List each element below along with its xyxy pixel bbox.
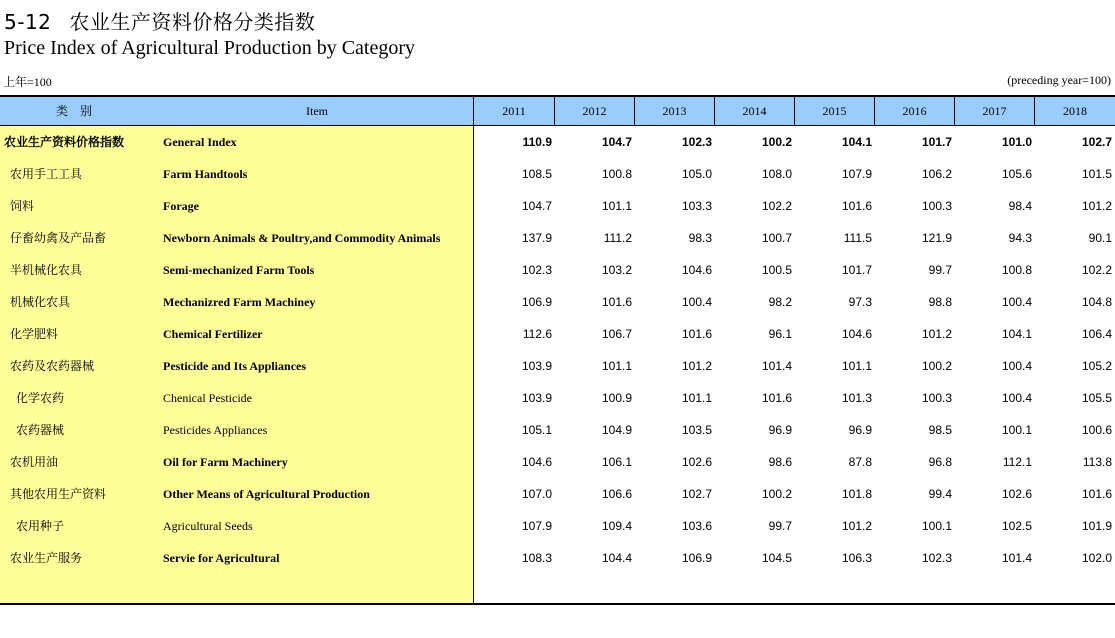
value-cell: 104.8 xyxy=(1081,295,1112,309)
value-cell: 112.6 xyxy=(522,327,552,341)
table-row xyxy=(0,254,1115,286)
header-year: 2017 xyxy=(982,104,1007,118)
value-cell: 101.2 xyxy=(921,327,952,341)
table-row xyxy=(0,190,1115,222)
row-label-cn: 农用种子 xyxy=(16,519,65,533)
row-label-en: Chemical Fertilizer xyxy=(163,327,263,341)
header-year: 2013 xyxy=(662,104,687,118)
value-cell: 104.6 xyxy=(841,327,872,341)
value-cell: 96.8 xyxy=(928,455,952,469)
table-row xyxy=(0,286,1115,318)
value-cell: 106.6 xyxy=(601,487,632,501)
row-label-cn: 机械化农具 xyxy=(10,295,71,309)
row-label-cn: 化学农药 xyxy=(16,391,65,405)
value-cell: 96.1 xyxy=(768,327,792,341)
value-cell: 101.2 xyxy=(1081,199,1112,213)
row-label-cn: 农用手工工具 xyxy=(10,167,83,181)
header-item: Item xyxy=(306,104,328,118)
value-cell: 104.1 xyxy=(1001,327,1032,341)
value-cell: 111.2 xyxy=(603,231,632,245)
row-label-cn: 仔畜幼禽及产品畜 xyxy=(10,231,107,245)
value-cell: 110.9 xyxy=(522,135,552,149)
value-cell: 100.4 xyxy=(1001,295,1032,309)
value-cell: 112.1 xyxy=(1002,455,1032,469)
header-year: 2012 xyxy=(582,104,607,118)
value-cell: 100.2 xyxy=(761,487,792,501)
value-cell: 100.6 xyxy=(1081,423,1112,437)
value-cell: 94.3 xyxy=(1008,231,1032,245)
row-label-en: Mechanizred Farm Machiney xyxy=(163,295,316,309)
value-cell: 101.6 xyxy=(761,391,792,405)
value-cell: 100.3 xyxy=(921,391,952,405)
value-cell: 100.5 xyxy=(761,263,792,277)
header-category: 类别 xyxy=(55,104,104,118)
value-cell: 100.1 xyxy=(921,519,952,533)
row-label-cn: 农业生产服务 xyxy=(10,551,83,565)
value-cell: 100.9 xyxy=(601,391,632,405)
value-cell: 100.4 xyxy=(681,295,712,309)
value-cell: 103.6 xyxy=(681,519,712,533)
value-cell: 101.4 xyxy=(761,359,792,373)
row-label-cn: 饲料 xyxy=(10,199,35,213)
value-cell: 102.6 xyxy=(681,455,712,469)
value-cell: 102.3 xyxy=(921,551,952,565)
value-cell: 100.1 xyxy=(1001,423,1032,437)
value-cell: 106.4 xyxy=(1081,327,1112,341)
value-cell: 101.2 xyxy=(681,359,712,373)
value-cell: 107.9 xyxy=(841,167,872,181)
value-cell: 100.7 xyxy=(761,231,792,245)
header-year: 2016 xyxy=(902,104,927,118)
table-row xyxy=(0,318,1115,350)
value-cell: 102.3 xyxy=(681,135,712,149)
base-note-en: (preceding year=100) xyxy=(1007,73,1111,87)
value-cell: 100.2 xyxy=(921,359,952,373)
row-label-en: Newborn Animals & Poultry,and Commodity Animals xyxy=(163,231,441,245)
value-cell: 121.9 xyxy=(921,231,952,245)
row-label-en: Oil for Farm Machinery xyxy=(163,455,288,469)
table-title-en: Price Index of Agricultural Production by Category xyxy=(4,37,416,59)
header-year: 2014 xyxy=(742,104,767,118)
value-cell: 107.0 xyxy=(521,487,552,501)
table-code: 5-12 xyxy=(4,10,52,34)
table-row xyxy=(0,350,1115,382)
row-label-en: Pesticide and Its Appliances xyxy=(163,359,307,373)
value-cell: 100.3 xyxy=(921,199,952,213)
value-cell: 105.0 xyxy=(681,167,712,181)
value-cell: 96.9 xyxy=(768,423,792,437)
value-cell: 87.8 xyxy=(848,455,872,469)
value-cell: 101.5 xyxy=(1081,167,1112,181)
table-row xyxy=(0,126,1115,158)
value-cell: 99.4 xyxy=(928,487,952,501)
bottom-rule xyxy=(0,603,1115,605)
value-cell: 101.1 xyxy=(681,391,712,405)
value-cell: 101.6 xyxy=(841,199,872,213)
value-cell: 101.1 xyxy=(841,359,872,373)
header-year: 2015 xyxy=(822,104,847,118)
value-cell: 98.3 xyxy=(688,231,712,245)
value-cell: 104.6 xyxy=(521,455,552,469)
header-year: 2018 xyxy=(1063,104,1087,118)
table-row xyxy=(0,542,1115,574)
value-cell: 106.9 xyxy=(521,295,552,309)
value-cell: 108.5 xyxy=(521,167,552,181)
value-cell: 101.6 xyxy=(1081,487,1112,501)
row-label-cn: 农药器械 xyxy=(16,423,65,437)
table-row xyxy=(0,414,1115,446)
value-cell: 99.7 xyxy=(928,263,952,277)
table-row xyxy=(0,222,1115,254)
table-row xyxy=(0,158,1115,190)
value-cell: 100.4 xyxy=(1001,359,1032,373)
value-cell: 105.1 xyxy=(521,423,552,437)
value-cell: 104.1 xyxy=(841,135,872,149)
value-cell: 96.9 xyxy=(848,423,872,437)
value-cell: 106.7 xyxy=(601,327,632,341)
base-note-cn: 上年=100 xyxy=(3,75,52,89)
row-label-cn: 农业生产资料价格指数 xyxy=(4,135,125,149)
value-cell: 101.2 xyxy=(841,519,872,533)
value-cell: 104.9 xyxy=(601,423,632,437)
value-cell: 107.9 xyxy=(521,519,552,533)
value-cell: 113.8 xyxy=(1082,455,1112,469)
table-row xyxy=(0,446,1115,478)
value-cell: 102.2 xyxy=(761,199,792,213)
row-label-cn: 农药及农药器械 xyxy=(10,359,95,373)
row-label-en: Forage xyxy=(163,199,199,213)
value-cell: 101.1 xyxy=(601,359,632,373)
value-cell: 102.6 xyxy=(1001,487,1032,501)
value-cell: 103.9 xyxy=(521,359,552,373)
row-label-en: Servie for Agricultural xyxy=(163,551,280,565)
value-cell: 101.9 xyxy=(1081,519,1112,533)
value-cell: 100.2 xyxy=(761,135,792,149)
row-label-en: Agricultural Seeds xyxy=(163,519,253,533)
value-cell: 105.2 xyxy=(1081,359,1112,373)
value-cell: 101.8 xyxy=(841,487,872,501)
value-cell: 103.2 xyxy=(601,263,632,277)
value-cell: 104.6 xyxy=(681,263,712,277)
value-cell: 104.5 xyxy=(761,551,792,565)
value-cell: 104.7 xyxy=(601,135,632,149)
value-cell: 99.7 xyxy=(768,519,792,533)
row-label-en: Pesticides Appliances xyxy=(163,423,268,437)
row-label-en: Semi-mechanized Farm Tools xyxy=(163,263,315,277)
table-title-cn xyxy=(4,6,315,35)
value-cell: 98.8 xyxy=(928,295,952,309)
value-cell: 90.1 xyxy=(1088,231,1112,245)
value-cell: 103.3 xyxy=(681,199,712,213)
value-cell: 104.7 xyxy=(521,199,552,213)
value-cell: 98.5 xyxy=(928,423,952,437)
value-cell: 102.0 xyxy=(1081,551,1112,565)
header-year: 2011 xyxy=(502,104,526,118)
value-cell: 101.4 xyxy=(1001,551,1032,565)
value-cell: 97.3 xyxy=(848,295,872,309)
row-label-en: Farm Handtools xyxy=(163,167,248,181)
value-cell: 101.3 xyxy=(841,391,872,405)
value-cell: 102.7 xyxy=(681,487,712,501)
value-cell: 101.6 xyxy=(601,295,632,309)
row-label-cn: 化学肥料 xyxy=(10,327,59,341)
row-label-cn: 其他农用生产资料 xyxy=(10,487,107,501)
value-cell: 100.8 xyxy=(1001,263,1032,277)
row-label-en: Chenical Pesticide xyxy=(163,391,252,405)
value-cell: 106.3 xyxy=(841,551,872,565)
value-cell: 98.4 xyxy=(1008,199,1032,213)
value-cell: 106.9 xyxy=(681,551,712,565)
value-cell: 102.5 xyxy=(1001,519,1032,533)
value-cell: 105.6 xyxy=(1001,167,1032,181)
value-cell: 103.9 xyxy=(521,391,552,405)
table-row xyxy=(0,478,1115,510)
value-cell: 101.7 xyxy=(921,135,952,149)
value-cell: 101.7 xyxy=(841,263,872,277)
value-cell: 101.1 xyxy=(601,199,632,213)
value-cell: 105.5 xyxy=(1081,391,1112,405)
value-cell: 137.9 xyxy=(521,231,552,245)
table-row xyxy=(0,382,1115,414)
row-label-cn: 农机用油 xyxy=(10,455,59,469)
value-cell: 106.1 xyxy=(601,455,632,469)
value-cell: 109.4 xyxy=(601,519,632,533)
value-cell: 101.0 xyxy=(1001,135,1032,149)
value-cell: 102.7 xyxy=(1081,135,1112,149)
row-label-en: Other Means of Agricultural Production xyxy=(163,487,370,501)
value-cell: 100.8 xyxy=(601,167,632,181)
value-cell: 102.2 xyxy=(1081,263,1112,277)
table-title-cn-text: 农业生产资料价格分类指数 xyxy=(69,10,316,34)
value-cell: 108.3 xyxy=(521,551,552,565)
value-cell: 102.3 xyxy=(521,263,552,277)
value-cell: 103.5 xyxy=(681,423,712,437)
value-cell: 106.2 xyxy=(921,167,952,181)
value-cell: 98.6 xyxy=(768,455,792,469)
table-row xyxy=(0,510,1115,542)
value-cell: 111.5 xyxy=(843,231,872,245)
row-label-en: General Index xyxy=(163,135,237,149)
value-cell: 100.4 xyxy=(1001,391,1032,405)
value-cell: 101.6 xyxy=(681,327,712,341)
value-cell: 104.4 xyxy=(601,551,632,565)
value-cell: 108.0 xyxy=(761,167,792,181)
row-label-cn: 半机械化农具 xyxy=(10,263,83,277)
value-cell: 98.2 xyxy=(768,295,792,309)
